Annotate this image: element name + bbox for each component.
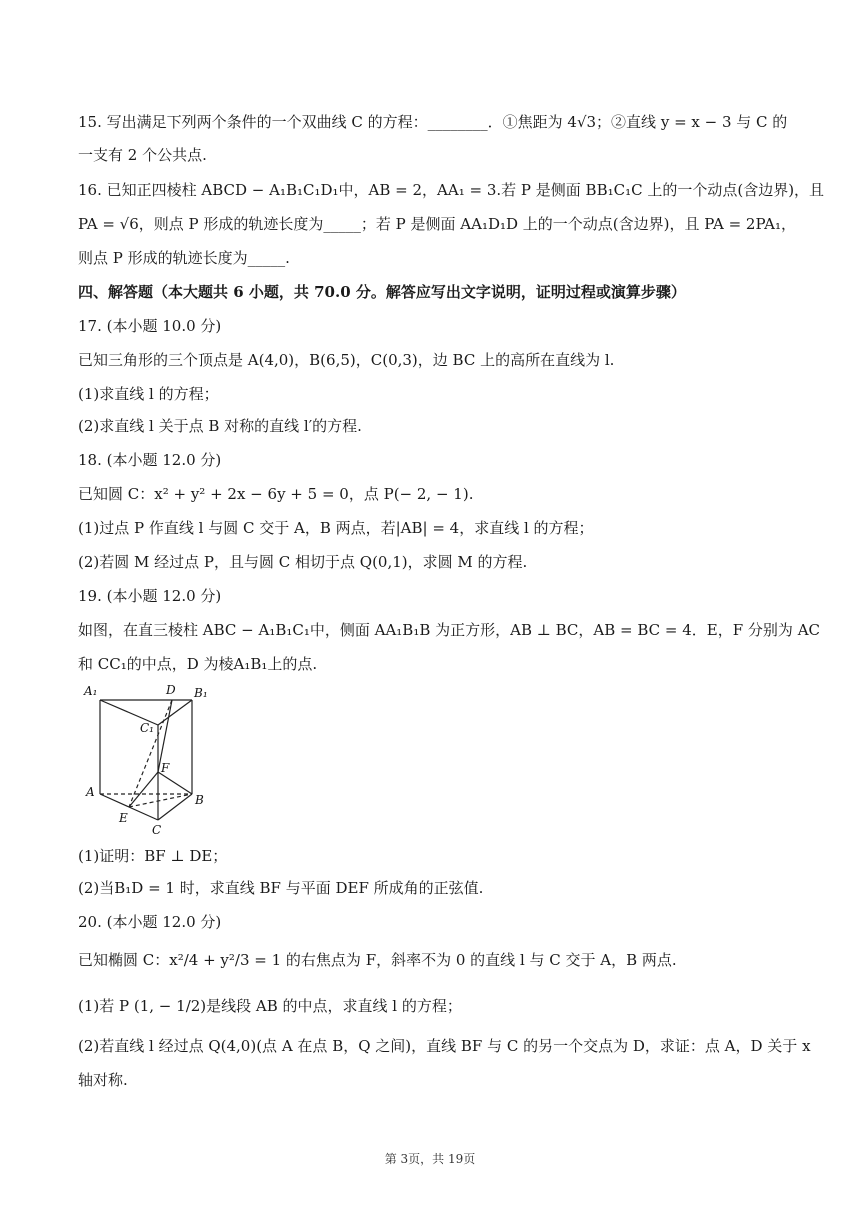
label-B: B	[195, 793, 204, 807]
q20-part2a: (2)若直线 l 经过点 Q(4,0)(点 A 在点 B，Q 之间)，直线 BF 与 C 的另一个交点为 D，求证：点 A，D 关于 x	[78, 1037, 811, 1055]
q20-part1: (1)若 P (1, − 1/2)是线段 AB 的中点，求直线 l 的方程；	[78, 997, 462, 1015]
q19-stem1: 如图，在直三棱柱 ABC − A₁B₁C₁中，侧面 AA₁B₁B 为正方形，AB ⊥ BC，AB = BC = 4．E，F 分别为 AC	[78, 621, 820, 639]
q20-part2b: 轴对称.	[78, 1071, 128, 1089]
page-footer: 第 3页，共 19页	[384, 1152, 476, 1166]
label-E: E	[119, 811, 128, 825]
q15-line2: 一支有 2 个公共点.	[78, 146, 207, 164]
section-heading: 四、解答题（本大题共 6 小题，共 70.0 分。解答应写出文字说明，证明过程或演算步骤）	[78, 283, 686, 301]
q16-line3: 则点 P 形成的轨迹长度为_____.	[78, 249, 290, 267]
segment-FE	[129, 772, 158, 807]
q15-line1: 15. 写出满足下列两个条件的一个双曲线 C 的方程：________．①焦距为 4√3；②直线 y = x − 3 与 C 的	[78, 113, 788, 131]
segment-FB	[158, 772, 192, 794]
q16-line2: PA = √6，则点 P 形成的轨迹长度为_____；若 P 是侧面 AA₁D₁D 上的一个动点(含边界)，且 PA = 2PA₁，	[78, 215, 797, 233]
q18-number: 18. (本小题 12.0 分)	[78, 451, 222, 469]
label-A: A	[86, 785, 95, 799]
prism-figure	[80, 680, 212, 838]
q18-part2: (2)若圆 M 经过点 P，且与圆 C 相切于点 Q(0,1)，求圆 M 的方程.	[78, 553, 528, 571]
q17-part1: (1)求直线 l 的方程；	[78, 385, 219, 403]
q19-number: 19. (本小题 12.0 分)	[78, 587, 222, 605]
q17-stem: 已知三角形的三个顶点是 A(4,0)，B(6,5)，C(0,3)，边 BC 上的高所在直线为 l.	[78, 351, 615, 369]
q17-number: 17. (本小题 10.0 分)	[78, 317, 222, 335]
q20-stem: 已知椭圆 C：x²/4 + y²/3 = 1 的右焦点为 F，斜率不为 0 的直线 l 与 C 交于 A，B 两点.	[78, 951, 677, 969]
q19-stem2: 和 CC₁的中点，D 为棱A₁B₁上的点.	[78, 655, 318, 673]
hidden-segment-DE	[129, 700, 172, 807]
q16-line1: 16. 已知正四棱柱 ABCD − A₁B₁C₁D₁中，AB = 2，AA₁ = 3.若 P 是侧面 BB₁C₁C 上的一个动点(含边界)，且	[78, 181, 825, 199]
q18-stem: 已知圆 C：x² + y² + 2x − 6y + 5 = 0，点 P(− 2, − 1).	[78, 485, 474, 503]
label-C1: C₁	[140, 721, 154, 735]
label-D: D	[166, 683, 176, 697]
q19-part2: (2)当B₁D = 1 时，求直线 BF 与平面 DEF 所成角的正弦值.	[78, 879, 484, 897]
q20-number: 20. (本小题 12.0 分)	[78, 913, 222, 931]
label-C: C	[152, 823, 162, 837]
q19-part1: (1)证明：BF ⊥ DE；	[78, 847, 228, 865]
q18-part1: (1)过点 P 作直线 l 与圆 C 交于 A，B 两点，若|AB| = 4，求直线 l 的方程；	[78, 519, 594, 537]
edge-CB	[158, 794, 192, 820]
label-F: F	[161, 761, 170, 775]
label-A1: A₁	[84, 684, 98, 698]
q17-part2: (2)求直线 l 关于点 B 对称的直线 l′的方程.	[78, 417, 362, 435]
label-B1: B₁	[194, 686, 208, 700]
